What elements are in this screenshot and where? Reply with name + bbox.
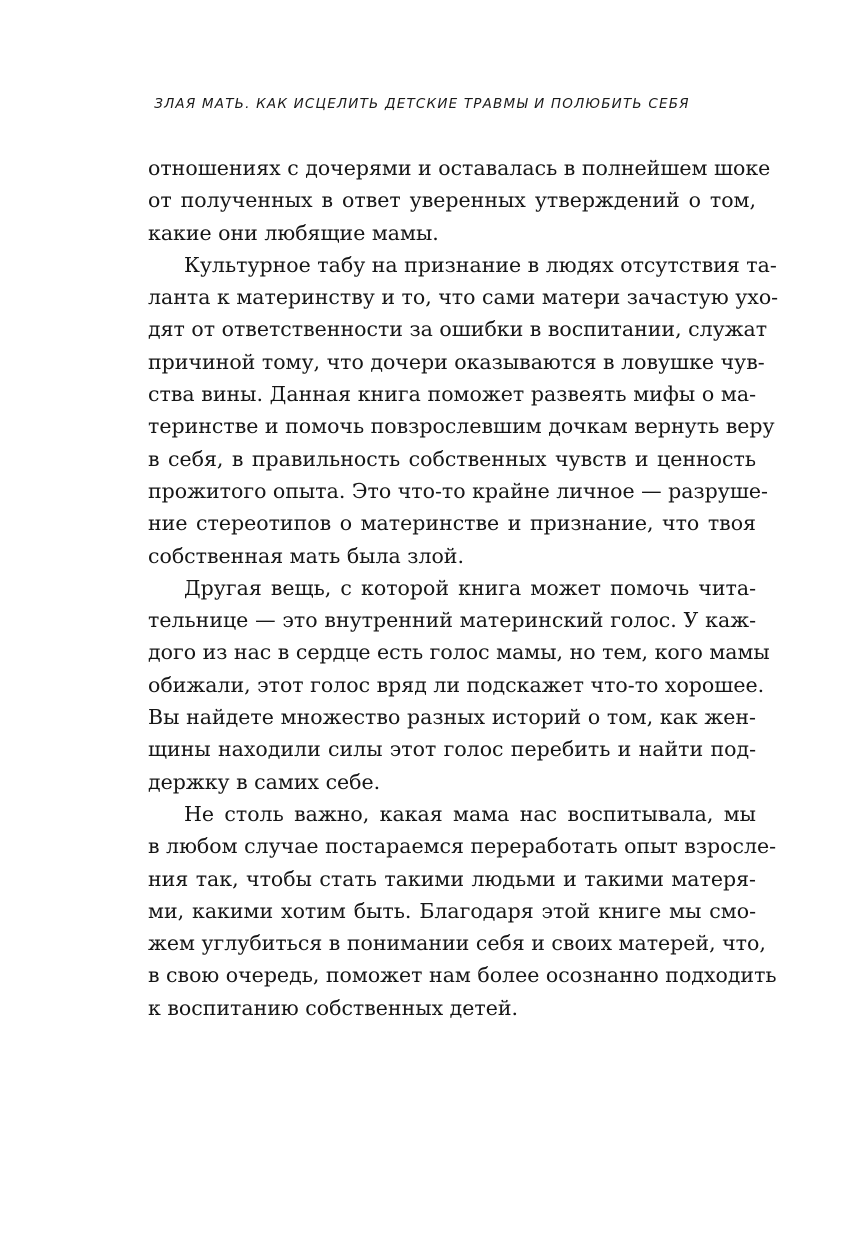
text-line: жем углубиться в понимании себя и своих матерей, что,: [148, 931, 766, 956]
text-line: в себя, в правильность собственных чувств и ценность: [148, 446, 756, 471]
text-line: отношениях с дочерями и оставалась в полнейшем шоке: [148, 156, 771, 180]
text-line: в любом случае постараемся переработать опыт взросле-: [148, 834, 777, 859]
text-line: тельнице — это внутренний материнский голос. У каж-: [148, 608, 756, 633]
text-line: дого из нас в сердце есть голос мамы, но тем, кого мамы: [148, 640, 770, 665]
text-line: от полученных в ответ уверенных утверждений о том,: [148, 188, 756, 213]
paragraph-3: [148, 572, 770, 798]
text-line: ние стереотипов о материнстве и признание, что твоя: [148, 511, 756, 536]
text-line: ми, какими хотим быть. Благодаря этой книге мы смо-: [148, 898, 756, 923]
text-line: прожитого опыта. Это что-то крайне личное — разруше-: [148, 478, 768, 503]
text-line: ства вины. Данная книга поможет развеять мифы о ма-: [148, 382, 756, 407]
paragraph-4: [148, 798, 777, 1024]
text-line: собственная мать была злой.: [148, 543, 464, 568]
text-line: какие они любящие мамы.: [148, 220, 439, 245]
text-line: Другая вещь, с которой книга может помочь чита-: [184, 575, 756, 600]
text-line: ния так, чтобы стать такими людьми и такими матеря-: [148, 866, 756, 891]
text-line: причиной тому, что дочери оказываются в ловушке чув-: [148, 349, 765, 374]
text-line: обижали, этот голос вряд ли подскажет что-то хорошее.: [148, 672, 765, 697]
text-line: Не столь важно, какая мама нас воспитывала, мы: [184, 801, 756, 826]
text-line: теринстве и помочь повзрослевшим дочкам вернуть веру: [148, 414, 775, 439]
text-line: ланта к материнству и то, что сами матери зачастую ухо-: [148, 285, 779, 310]
text-line: щины находили силы этот голос перебить и найти под-: [148, 737, 756, 762]
body-text: [148, 152, 779, 1024]
text-line: в свою очередь, поможет нам более осознанно подходить: [148, 963, 777, 988]
paragraph-1: [148, 152, 771, 249]
paragraph-2: [148, 249, 779, 572]
text-line: Культурное табу на признание в людях отсутствия та-: [184, 252, 777, 277]
text-line: держку в самих себе.: [148, 769, 381, 794]
text-line: дят от ответственности за ошибки в воспитании, служат: [148, 317, 768, 342]
text-line: Вы найдете множество разных историй о том, как жен-: [148, 705, 756, 730]
text-line: к воспитанию собственных детей.: [148, 995, 519, 1020]
running-head: ЗЛАЯ МАТЬ. КАК ИСЦЕЛИТЬ ДЕТСКИЕ ТРАВМЫ И ПОЛЮБИТЬ СЕБЯ: [154, 96, 690, 112]
